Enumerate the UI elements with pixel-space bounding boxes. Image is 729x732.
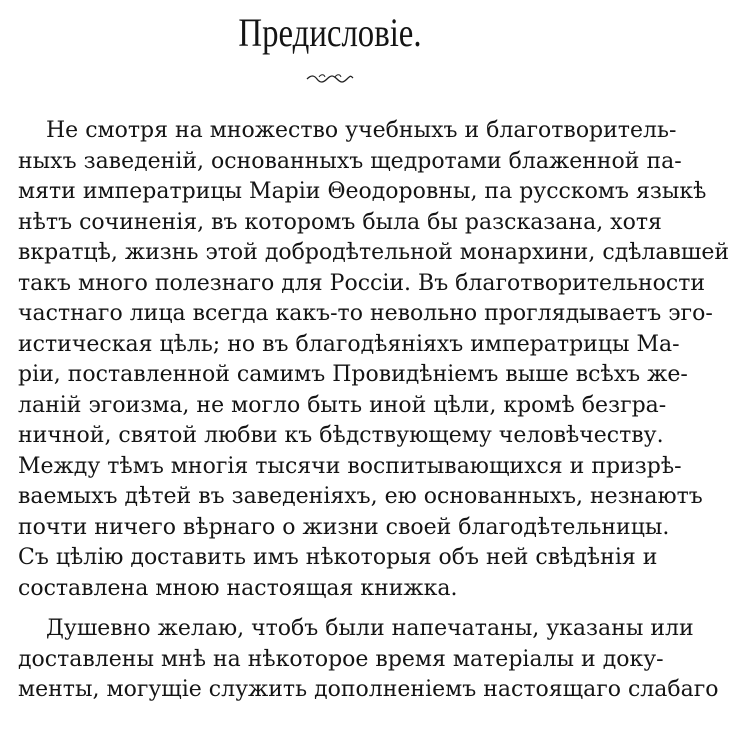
text-line: такъ много полезнаго для Россіи. Въ благотворительности (18, 270, 706, 296)
preface-body (18, 116, 729, 706)
paragraph-gap (18, 604, 642, 614)
text-line: вкратцѣ, жизнь этой добродѣтельной монархини, сдѣлавшей (18, 240, 729, 265)
text-line: Съ цѣлію доставить имъ нѣкоторыя объ ней свѣдѣнія и (18, 545, 658, 570)
text-line: Между тѣмъ многія тысячи воспитывающихся и призрѣ- (18, 453, 682, 479)
text-line: Душевно желаю, чтобъ были напечатаны, указаны или (46, 616, 694, 641)
text-line: ваемыхъ дѣтей въ заведеніяхъ, ею основанныхъ, незнаютъ (18, 484, 703, 509)
text-line: истическая цѣль; но въ благодѣяніяхъ императрицы Ма- (18, 331, 680, 357)
text-line: почти ничего вѣрнаго о жизни своей благодѣтельницы. (18, 514, 670, 540)
text-line: менты, могущіе служить дополненіемъ настоящаго слабаго (18, 677, 719, 702)
paragraph-1 (18, 116, 729, 604)
text-line: мяти императрицы Маріи Θеодоровны, па русскомъ языкѣ (18, 179, 707, 204)
text-line: ланій эгоизма, не могло быть иной цѣли, кромѣ безгра- (18, 392, 667, 418)
paragraph-2 (18, 614, 719, 706)
flourish-ornament-icon (305, 72, 355, 84)
text-line: частнаго лица всегда какъ-то невольно проглядываетъ эго- (18, 301, 713, 326)
text-line: ріи, поставленной самимъ Провидѣніемъ выше всѣхъ же- (18, 362, 688, 387)
text-line: доставлены мнѣ на нѣкоторое время матеріалы и доку- (18, 646, 664, 672)
page-title: Предисловіе. (238, 10, 422, 55)
text-line: нѣтъ сочиненія, въ которомъ была бы разсказана, хотя (18, 209, 662, 235)
text-line: составлена мною настоящая книжка. (18, 575, 458, 601)
text-line: ныхъ заведеній, основанныхъ щедротами блаженной па- (18, 148, 682, 174)
text-line: Не смотря на множество учебныхъ и благотворитель- (46, 118, 677, 143)
text-line: ничной, святой любви къ бѣдствующему человѣчеству. (18, 423, 664, 448)
